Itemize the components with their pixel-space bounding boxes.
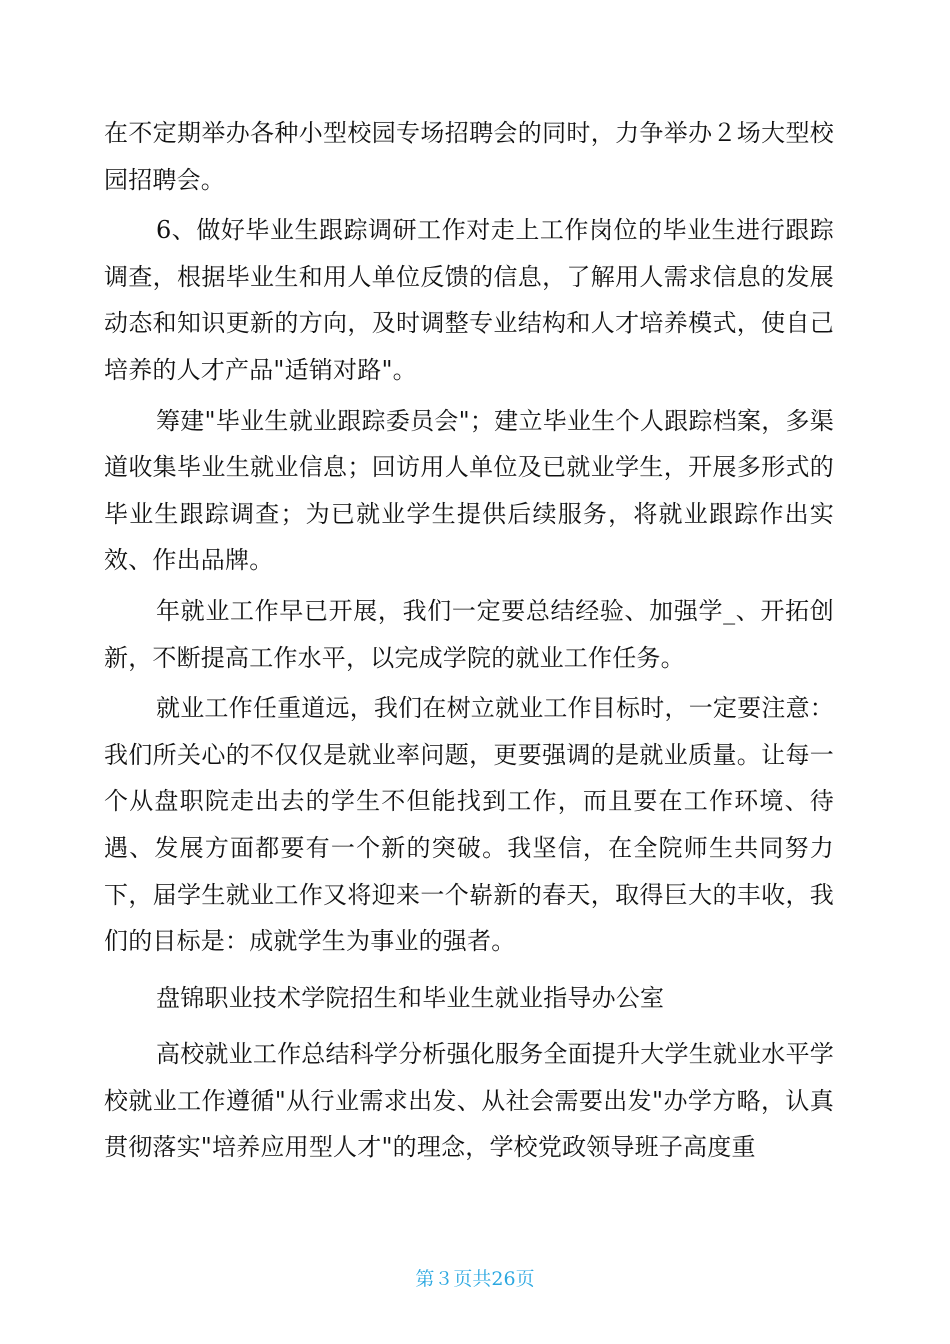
signature-office: 盘锦职业技术学院招生和毕业生就业指导办公室	[156, 983, 665, 1012]
paragraph-item-6: 6、做好毕业生跟踪调研工作对走上工作岗位的毕业生进行跟踪调查，根据毕业生和用人单位反馈的信息，了解用人需求信息的发展动态和知识更新的方向，及时调整专业结构和人才培养模式，使自己培养的人才产品"适销对路"。	[104, 216, 834, 384]
paragraph-annual-work: 年就业工作早已开展，我们一定要总结经验、加强学_、开拓创新，不断提高工作水平，以完成学院的就业工作任务。	[104, 596, 834, 672]
paragraph-tracking-committee: 筹建"毕业生就业跟踪委员会"；建立毕业生个人跟踪档案，多渠道收集毕业生就业信息；回访用人单位及已就业学生，开展多形式的毕业生跟踪调查；为已就业学生提供后续服务，将就业跟踪作出实效、作出品牌。	[104, 406, 834, 575]
paragraph-next-article: 高校就业工作总结科学分析强化服务全面提升大学生就业水平学校就业工作遵循"从行业需求出发、从社会需要出发"办学方略，认真贯彻落实"培养应用型人才"的理念，学校党政领导班子高度重	[104, 1040, 834, 1162]
document-body	[104, 110, 834, 1175]
paragraph-continuation: 在不定期举办各种小型校园专场招聘会的同时，力争举办２场大型校园招聘会。	[104, 119, 834, 194]
paragraph-conclusion: 就业工作任重道远，我们在树立就业工作目标时，一定要注意：我们所关心的不仅仅是就业率问题，更要强调的是就业质量。让每一个从盘职院走出去的学生不但能找到工作，而且要在工作环境、待遇、发展方面都要有一个新的突破。我坚信，在全院师生共同努力下，届学生就业工作又将迎来一个崭新的春天，取得巨大的丰收，我们的目标是：成就学生为事业的强者。	[104, 694, 834, 956]
page-number: 第３页共26页	[415, 1268, 535, 1290]
